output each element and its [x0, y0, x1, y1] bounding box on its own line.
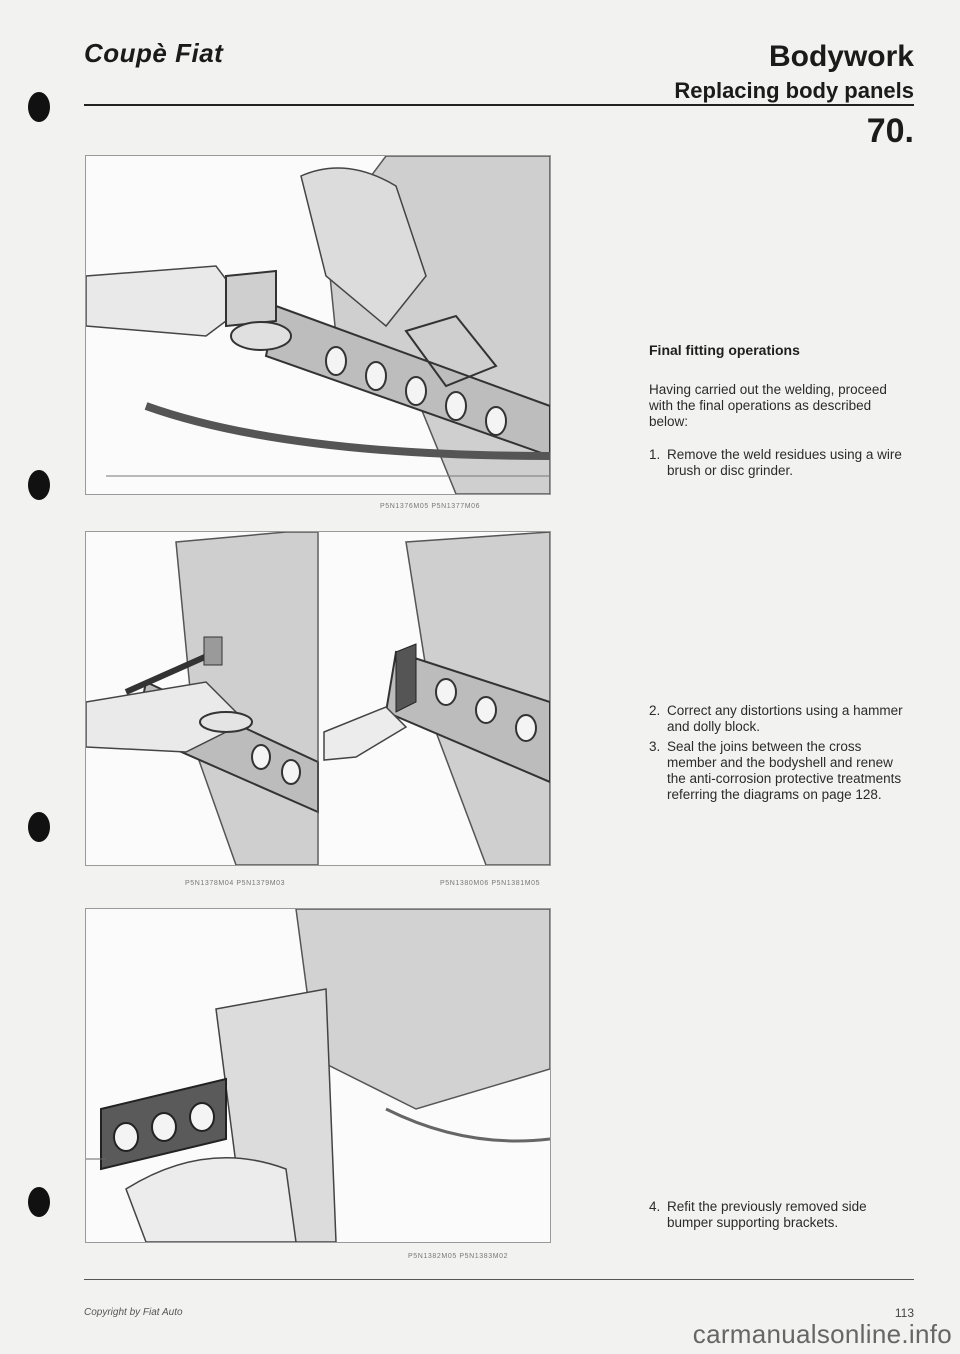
section-title: Bodywork [768, 40, 914, 73]
step-number: 2. [649, 703, 661, 718]
section-heading: Final fitting operations [649, 342, 800, 358]
figure-2-illustration [85, 531, 551, 866]
figure-1-drawing [86, 156, 550, 494]
figure-2-caption-left: P5N1378M04 P5N1379M03 [185, 880, 286, 887]
figure-3-drawing [86, 909, 550, 1242]
step-item [649, 739, 913, 803]
header-rule [84, 104, 914, 106]
step-number: 4. [649, 1199, 661, 1214]
figure-1-illustration [85, 155, 551, 495]
punch-hole [28, 92, 50, 122]
intro-paragraph: Having carried out the welding, proceed with the final operations as described below: [649, 382, 887, 429]
subsection-title: Replacing body panels [674, 78, 914, 103]
figure-3-illustration [85, 908, 551, 1243]
punch-hole [28, 470, 50, 500]
step-item [649, 703, 913, 735]
step-text: Refit the previously removed side bumper supporting brackets. [667, 1199, 867, 1230]
watermark: carmanualsonline.info [692, 1319, 952, 1349]
step-number: 3. [649, 739, 661, 754]
step-text: Remove the weld residues using a wire brush or disc grinder. [667, 447, 902, 478]
step-number: 1. [649, 447, 661, 462]
footer-rule [84, 1279, 914, 1280]
step-item [649, 1199, 913, 1231]
punch-hole [28, 1187, 50, 1217]
document-brand-title: Coupè Fiat [84, 38, 224, 68]
figure-3-caption: P5N1382M05 P5N1383M02 [408, 1253, 509, 1260]
footer-page-number: 113 [894, 1306, 914, 1320]
figure-1-caption: P5N1376M05 P5N1377M06 [380, 503, 481, 510]
step-text: Seal the joins between the cross member and the bodyshell and renew the anti-corrosion protective treatments referring the diagrams on page 128. [667, 739, 902, 802]
step-item [649, 447, 913, 479]
figure-2-caption-right: P5N1380M06 P5N1381M05 [440, 880, 541, 887]
copyright-notice: Copyright by Fiat Auto [84, 1307, 183, 1318]
step-text: Correct any distortions using a hammer and dolly block. [667, 703, 903, 734]
figure-2-drawing [86, 532, 550, 865]
punch-hole [28, 812, 50, 842]
page-number: 70. [866, 112, 914, 150]
